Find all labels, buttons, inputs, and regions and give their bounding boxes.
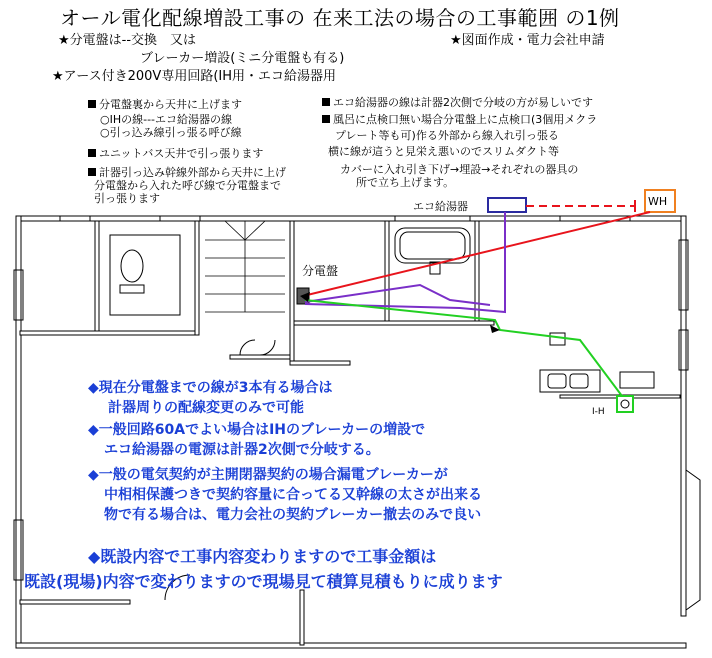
square-bullet-icon <box>88 168 96 176</box>
eco-water-heater-label: エコ給湯器 <box>413 200 468 213</box>
note-text: エコ給湯器の線は計器2次側で分岐の方が易しいです <box>333 96 593 109</box>
blue-note-1: ◆現在分電盤までの線が3本有る場合は <box>88 380 333 396</box>
blue-note-3: ◆一般回路60Aでよい場合はIHのブレーカーの増設で <box>88 422 426 438</box>
wh-meter-label: WH <box>648 195 668 208</box>
note-text: ユニットバス天井で引っ張ります <box>99 147 264 160</box>
note-left-2: ○IHの線---エコ給湯器の線 <box>100 113 233 126</box>
note-right-1 <box>322 96 593 110</box>
square-bullet-icon <box>88 100 96 108</box>
ih-label: I-H <box>592 407 605 417</box>
note-text: 計器引っ込み幹線外部から天井に上げ <box>99 166 286 179</box>
note-left-5 <box>88 166 286 180</box>
note-right-6: 所で立ち上げます。 <box>356 176 455 189</box>
note-right-4: 横に線が這うと見栄え悪いのでスリムダクト等 <box>328 145 559 158</box>
panel-label: 分電盤 <box>302 264 339 278</box>
blue-note-9: 既設(現場)内容で変わりますので現場見て積算見積もりに成ります <box>24 572 503 591</box>
header-right: ★図面作成・電力会社申請 <box>450 33 605 48</box>
note-right-2 <box>322 113 597 127</box>
note-right-5: カバーに入れ引き下げ→埋設→それぞれの器具の <box>340 163 579 176</box>
header-line-1: ★分電盤は--交換 又は <box>58 33 197 48</box>
note-left-6: 分電盤から入れた呼び線で分電盤まで <box>94 179 281 192</box>
note-left-3: ○引っ込み線引っ張る呼び線 <box>100 126 242 139</box>
note-left-1 <box>88 98 242 112</box>
square-bullet-icon <box>322 115 330 123</box>
blue-note-5: ◆一般の電気契約が主開閉器契約の場合漏電ブレーカーが <box>88 467 448 483</box>
note-text: 風呂に点検口無い場合分電盤上に点検口(3個用メクラ <box>333 113 598 126</box>
square-bullet-icon <box>322 98 330 106</box>
note-right-3: プレート等も可)作る外部から線入れ引っ張る <box>335 129 559 142</box>
blue-note-7: 物で有る場合は、電力会社の契約ブレーカー撤去のみで良い <box>104 507 482 523</box>
note-left-4 <box>88 147 263 161</box>
square-bullet-icon <box>88 149 96 157</box>
blue-note-8: ◆既設内容で工事内容変わりますので工事金額は <box>88 547 437 566</box>
header-line-2: ブレーカー増設(ミニ分電盤も有る) <box>140 51 345 66</box>
blue-note-6: 中相相保護つきで契約容量に合ってる又幹線の太さが出来る <box>104 487 482 503</box>
header-line-3: ★アース付き200V専用回路(IH用・エコ給湯器用 <box>52 69 337 84</box>
page-title: オール電化配線増設工事の 在来工法の場合の工事範囲 の1例 <box>60 6 620 30</box>
blue-note-4: エコ給湯器の電源は計器2次側で分岐する。 <box>104 442 380 458</box>
note-left-7: 引っ張ります <box>94 192 160 205</box>
note-text: 分電盤裏から天井に上げます <box>99 98 242 111</box>
blue-note-2: 計器周りの配線変更のみで可能 <box>108 400 304 416</box>
